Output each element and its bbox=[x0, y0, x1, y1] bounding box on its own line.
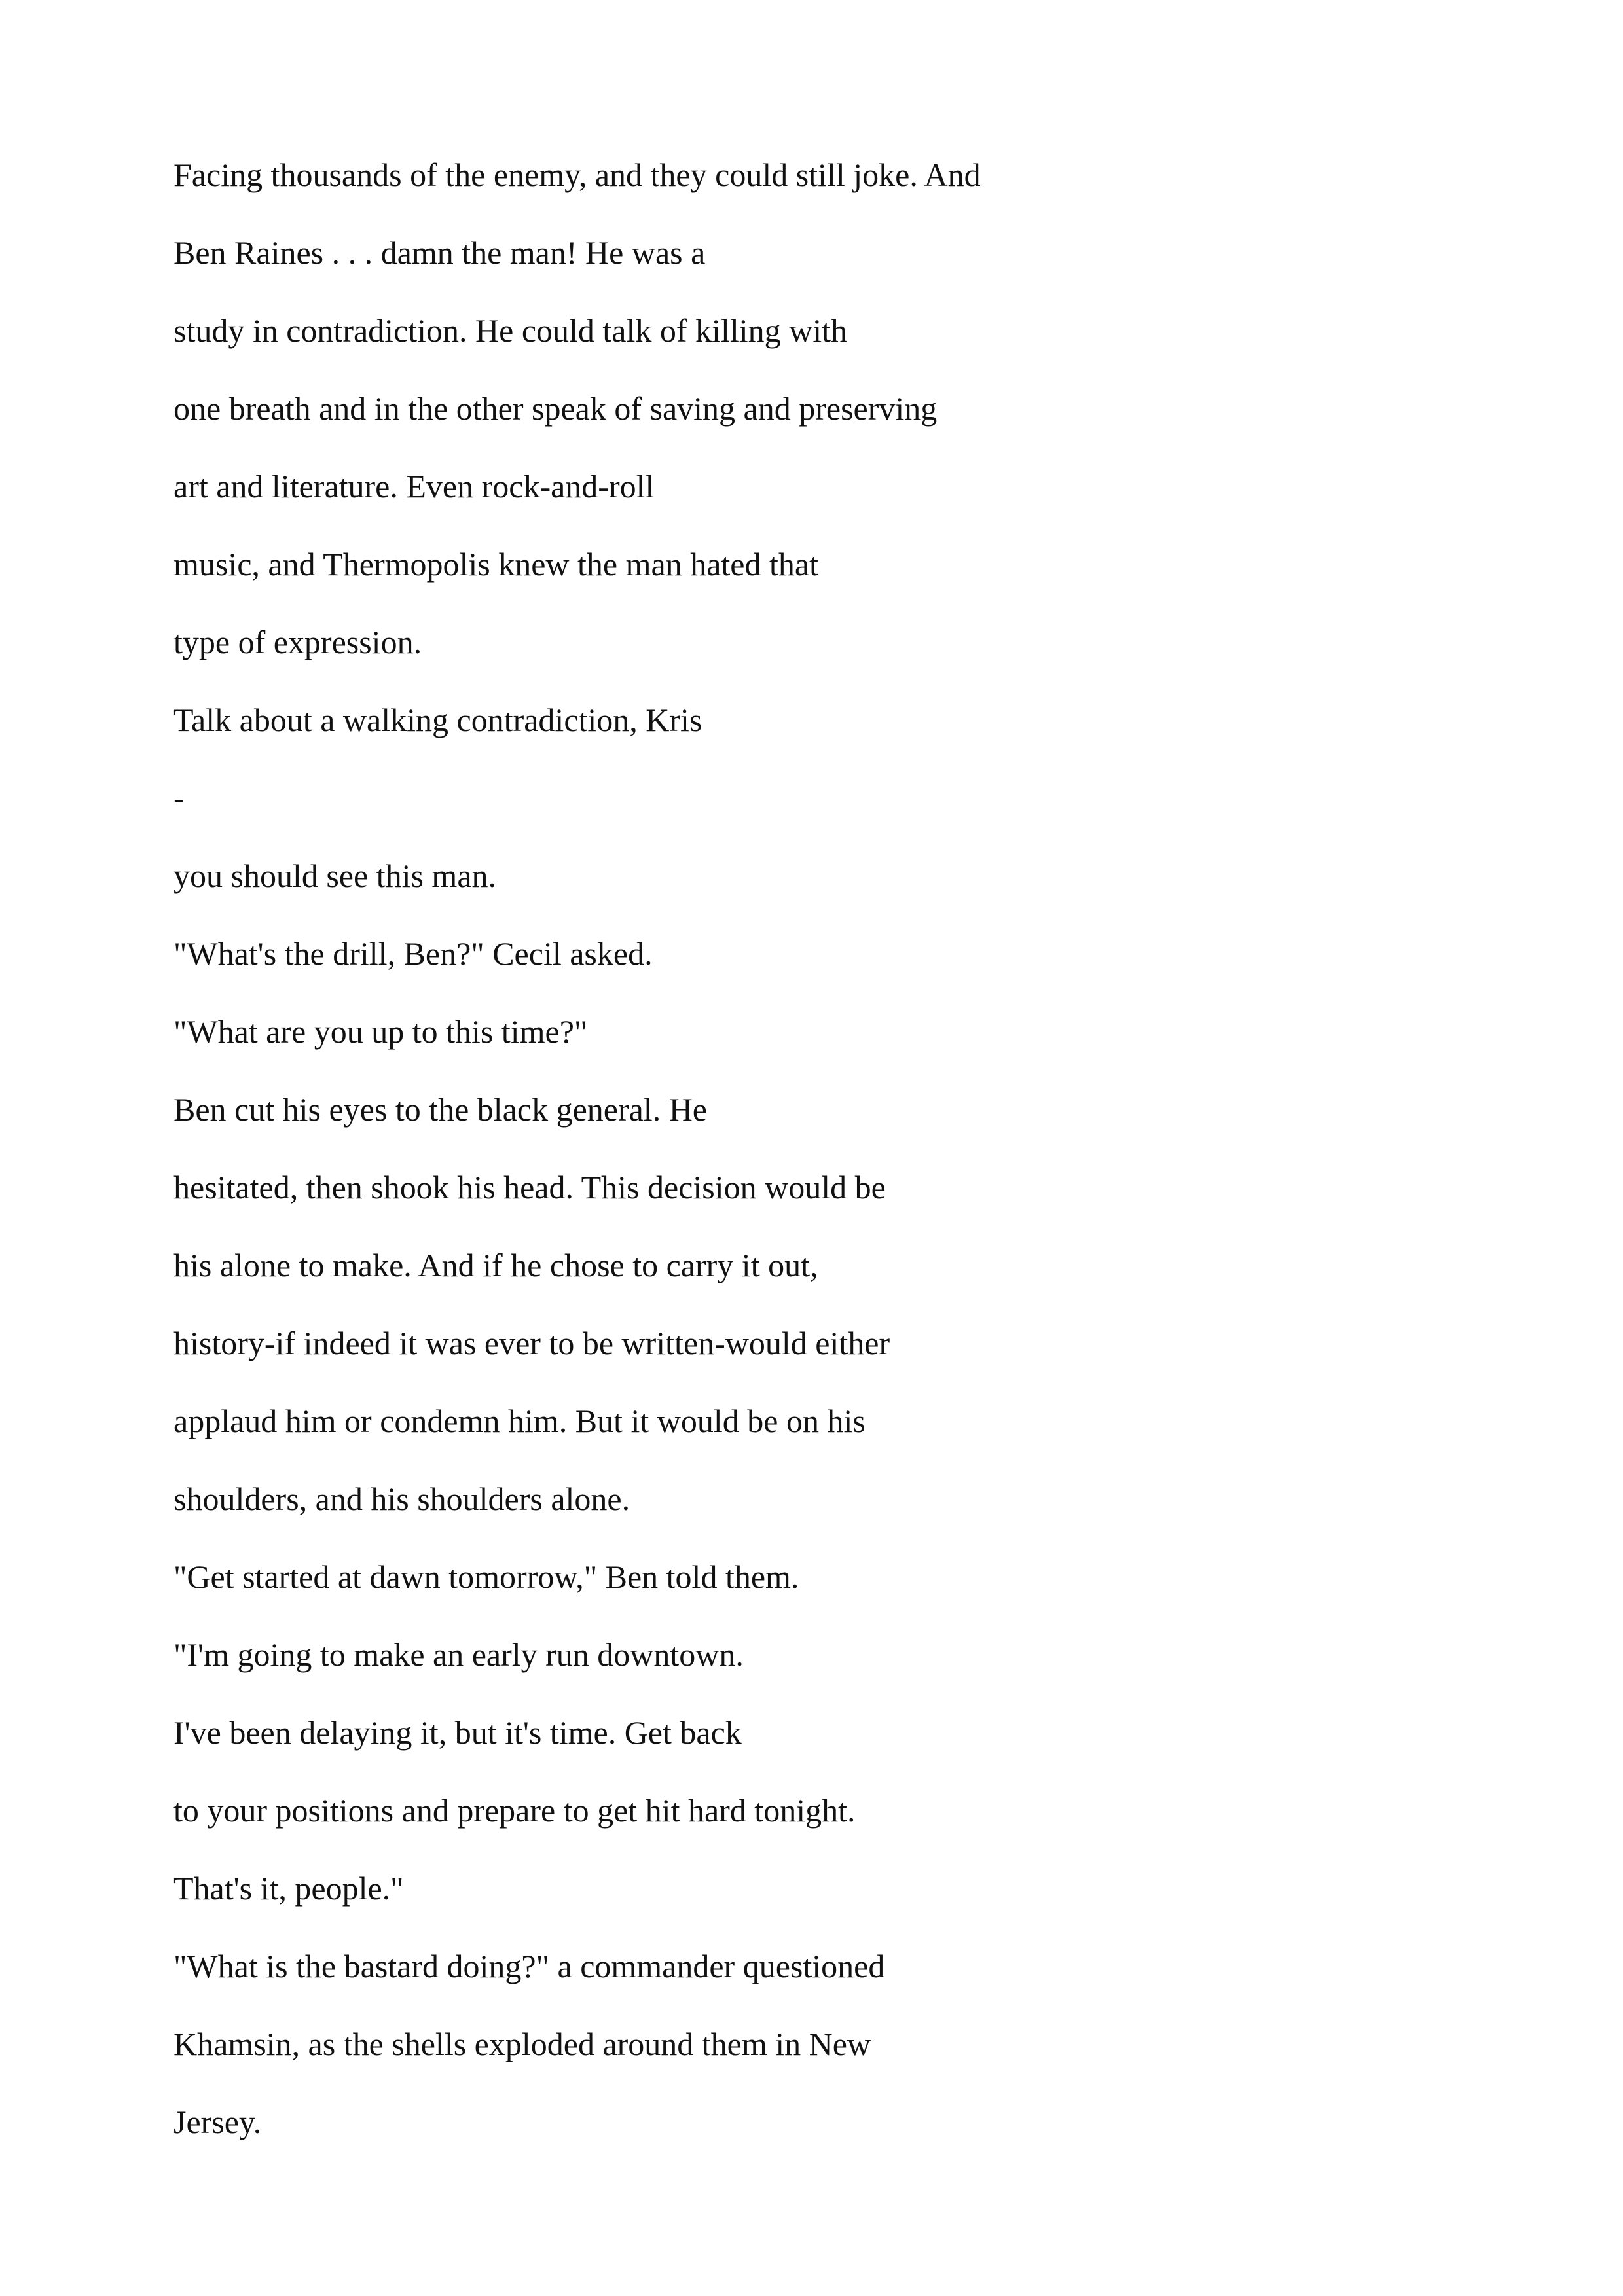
text-line: hesitated, then shook his head. This decision would be bbox=[173, 1169, 886, 1206]
text-line: shoulders, and his shoulders alone. bbox=[173, 1480, 630, 1517]
text-line: I've been delaying it, but it's time. Get back bbox=[173, 1714, 742, 1751]
text-line: you should see this man. bbox=[173, 857, 497, 894]
text-line: type of expression. bbox=[173, 624, 422, 660]
text-line: - bbox=[173, 780, 185, 816]
text-line: That's it, people." bbox=[173, 1870, 404, 1907]
text-line: "What is the bastard doing?" a commander questioned bbox=[173, 1948, 885, 1984]
text-line: Jersey. bbox=[173, 2104, 262, 2140]
text-line: one breath and in the other speak of saving and preserving bbox=[173, 390, 938, 427]
text-line: music, and Thermopolis knew the man hated that bbox=[173, 546, 818, 583]
text-line: Facing thousands of the enemy, and they could still joke. And bbox=[173, 156, 981, 193]
text-line: his alone to make. And if he chose to carry it out, bbox=[173, 1247, 818, 1283]
text-line: Ben cut his eyes to the black general. He bbox=[173, 1091, 707, 1128]
text-line: art and literature. Even rock-and-roll bbox=[173, 468, 655, 505]
text-line: Ben Raines . . . damn the man! He was a bbox=[173, 234, 706, 271]
text-line: "What's the drill, Ben?" Cecil asked. bbox=[173, 935, 653, 972]
text-line: Khamsin, as the shells exploded around them in New bbox=[173, 2026, 871, 2062]
text-line: study in contradiction. He could talk of killing with bbox=[173, 312, 848, 349]
text-line: applaud him or condemn him. But it would be on his bbox=[173, 1403, 866, 1439]
text-line: "What are you up to this time?" bbox=[173, 1013, 588, 1050]
text-line: Talk about a walking contradiction, Kris bbox=[173, 702, 702, 738]
text-line: to your positions and prepare to get hit hard tonight. bbox=[173, 1792, 856, 1829]
text-line: "I'm going to make an early run downtown. bbox=[173, 1636, 744, 1673]
text-line: history-if indeed it was ever to be written-would either bbox=[173, 1325, 890, 1361]
text-line: "Get started at dawn tomorrow," Ben told them. bbox=[173, 1558, 799, 1595]
